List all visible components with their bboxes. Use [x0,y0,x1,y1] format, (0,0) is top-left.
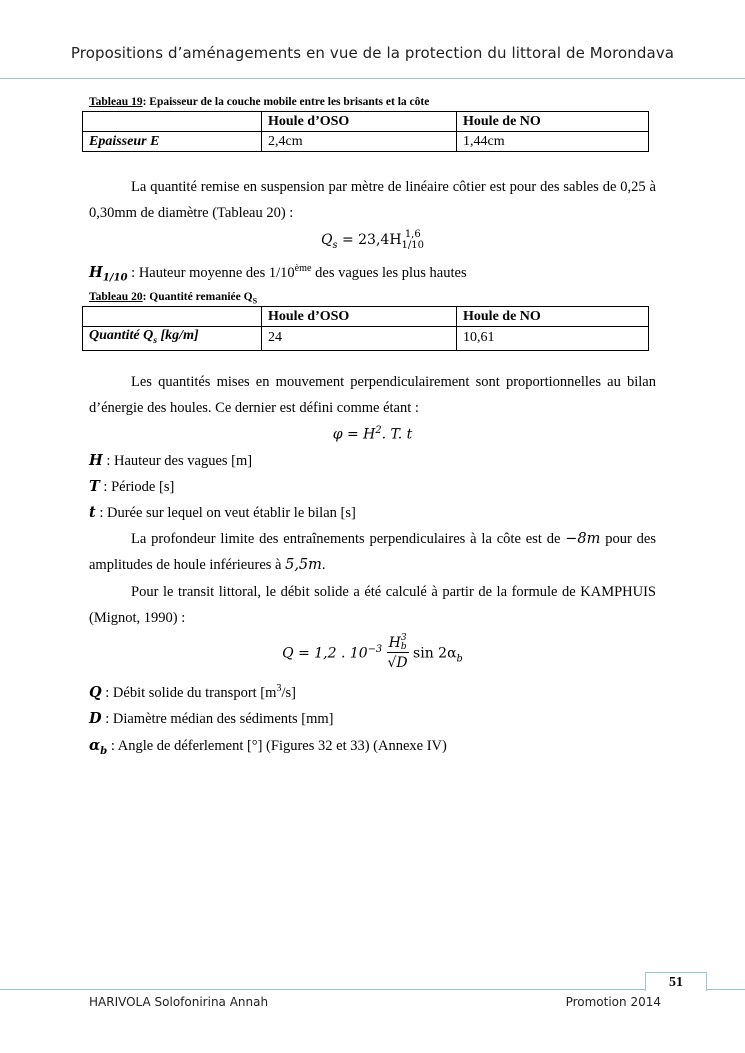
def-text: : Hauteur moyenne des 1/10 [127,264,295,281]
paragraph-depth-limit [89,526,656,578]
definition-duration [89,504,356,522]
table-cell: 10,61 [457,327,649,351]
def-text: : Période [s] [99,479,175,495]
row-label-unit: [kg/m] [157,328,199,343]
table-header-cell [83,112,262,132]
def-symbol: α [89,737,101,754]
paragraph-energy: Les quantités mises en mouvement perpendiculairement sont proportionnelles au bilan d’énergie des houles. Ce dernier est défini comme étant : [89,374,656,416]
def-symbol: T [89,478,100,495]
para3-text-b: pour des amplitudes de houle inférieures à [89,531,656,573]
formula-k-num-base: H [388,635,401,651]
def-symbol: H [89,452,103,469]
def-sup: 3 [276,683,282,694]
def-symbol: D [89,710,102,727]
def-symbol: Q [89,683,102,701]
formula-qs-sub: 1/10 [401,240,424,251]
table-row-label: Epaisseur E [83,132,262,152]
table-row [83,327,649,351]
table20-caption [89,291,257,305]
formula-k-fraction [387,634,409,673]
table-cell: 2,4cm [262,132,457,152]
formula-kamphuis [0,634,745,673]
definition-q [89,683,296,702]
footer-promotion: Promotion 2014 [565,995,661,1009]
table-cell: 24 [262,327,457,351]
def-text-after: /s] [281,684,296,701]
paragraph-kamphuis: Pour le transit littoral, le débit solide a été calculé à partir de la formule de KAMPHUIS (Mignot, 1990) : [89,584,656,626]
formula-phi-exp: 2 [375,425,382,436]
footer-divider [0,989,745,990]
table20-caption-label: Tableau 20 [89,291,143,303]
def-text: : Durée sur lequel on veut établir le bilan [s] [95,505,356,521]
table19-caption [89,96,429,108]
table-header-cell: Houle d’OSO [262,307,457,327]
table-header-cell: Houle d’OSO [262,112,457,132]
def-symbol-sub: b [100,744,108,757]
table19-caption-label: Tableau 19 [89,96,143,108]
para3-math-a: −8m [565,531,601,547]
formula-qs-lhs: Q [321,232,333,248]
formula-k-num-sub: b [400,642,407,652]
table-cell: 1,44cm [457,132,649,152]
def-symbol: H [89,263,103,281]
table-row [83,132,649,152]
formula-k-tail-sub: b [456,653,463,665]
table-row-label [83,327,262,351]
page-number: 51 [645,972,707,991]
formula-phi-main: φ = H [332,426,376,443]
def-text: : Angle de déferlement [°] (Figures 32 et 33) (Annexe IV) [107,738,447,754]
header-divider [0,78,745,79]
formula-phi [0,425,745,443]
def-text-after: des vagues les plus hautes [311,264,467,281]
def-symbol: t [89,504,96,521]
page-header-title: Propositions d’aménagements en vue de la protection du littoral de Morondava [70,44,675,62]
formula-qs-rhs: = 23,4H [337,232,402,248]
paragraph-suspension: La quantité remise en suspension par mètre de linéaire côtier est pour des sables de 0,25 à 0,30mm de diamètre (Tableau 20) : [89,179,656,221]
para3-math-b: 5,5m [285,557,322,573]
table19-caption-text: : Epaisseur de la couche mobile entre les brisants et la côte [142,96,430,108]
definition-d [89,710,334,728]
table-header-cell [83,307,262,327]
table-header-row [83,112,649,132]
table20-caption-sub: S [252,296,258,306]
def-text: : Diamètre médian des sédiments [mm] [101,711,334,727]
table20-caption-text: : Quantité remaniée Q [142,291,253,303]
formula-k-num-sup: 3 [400,633,407,643]
definition-h [89,452,252,470]
row-label-text: Quantité Q [89,328,154,343]
row-label-sub: s [153,334,158,346]
table19 [82,111,649,152]
formula-k-exp: −3 [367,643,383,655]
formula-phi-rest: . T. t [381,426,413,443]
formula-k-numerator [387,634,409,653]
footer-author: HARIVOLA Solofonirina Annah [89,995,269,1009]
table-header-row [83,307,649,327]
formula-k-lhs: Q = 1,2 . 10 [282,645,368,662]
definition-h110 [89,263,467,284]
def-sup: ème [294,263,312,274]
formula-qs-lhs-sub: s [332,239,338,251]
definition-alpha [89,737,447,757]
def-symbol-sub: 1/10 [102,271,128,284]
para3-text-c: . [321,557,326,573]
table-header-cell: Houle de NO [457,112,649,132]
table-header-cell: Houle de NO [457,307,649,327]
formula-k-denominator: √D [387,655,408,671]
table20 [82,306,649,351]
def-text: : Hauteur des vagues [m] [102,453,253,469]
formula-qs [0,229,745,251]
definition-t [89,478,174,496]
def-text: : Débit solide du transport [m [101,684,277,701]
para3-text-a: La profondeur limite des entraînements perpendiculaires à la côte est de [131,531,566,547]
formula-k-tail: sin 2α [408,645,457,662]
formula-qs-exp: 1,6 [404,229,421,240]
